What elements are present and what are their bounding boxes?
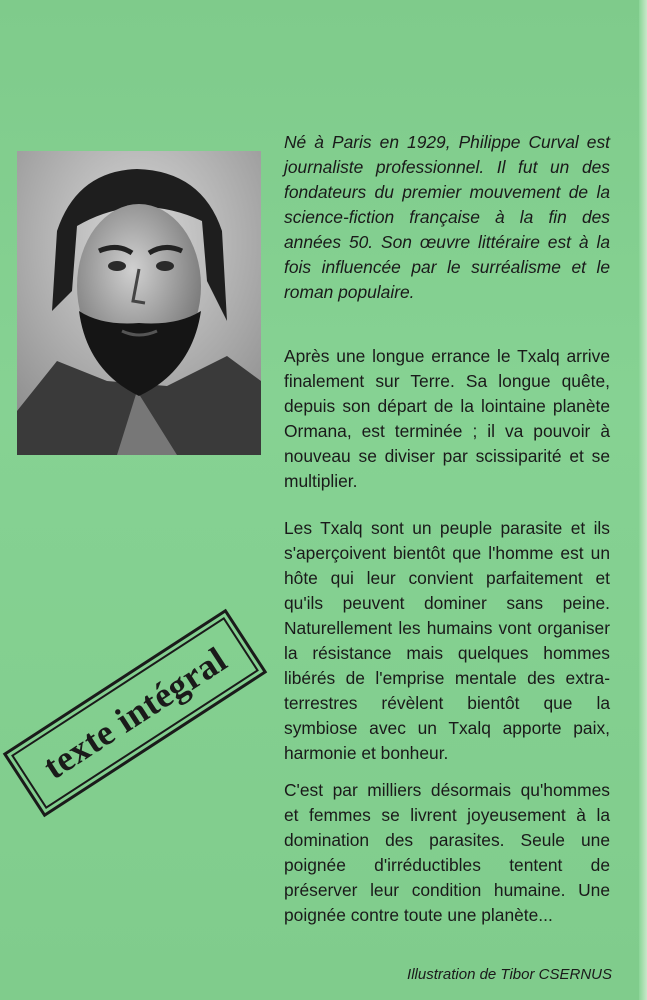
synopsis-paragraph-2: Les Txalq sont un peuple parasite et ils s'aperçoivent bientôt que l'homme est un hôte qui leur convient parfaitement et qu'ils peuvent dominer sans peine. Naturellement les humains vont organiser la résistance mais quelques hommes libérés de l'emprise mentale des extra-terrestres révèlent bientôt que la symbiose avec un Txalq apporte paix, harmonie et bonheur.: [284, 518, 610, 763]
author-bio: Né à Paris en 1929, Philippe Curval est journaliste professionnel. Il fut un des fondateurs du premier mouvement de la science-fiction française à la fin des années 50. Son œuvre littéraire est à la fois influencée par le surréalisme et le roman populaire.: [284, 132, 610, 302]
cover-edge: [639, 0, 647, 1000]
stamp-label: texte intégral: [36, 639, 234, 787]
author-photo: [17, 151, 261, 455]
synopsis-paragraph-1: Après une longue errance le Txalq arrive finalement sur Terre. Sa longue quête, depuis son départ de la lointaine planète Ormana, est terminée ; il va pouvoir à nouveau se diviser par scissiparité et se multiplier.: [284, 346, 610, 491]
illustration-credit: Illustration de Tibor CSERNUS: [407, 966, 612, 983]
synopsis-paragraph-3: C'est par milliers désormais qu'hommes et femmes se livrent joyeusement à la domination des parasites. Seule une poignée d'irréductibles tentent de préserver leur condition humaine. Une poignée contre toute une planète...: [284, 780, 610, 925]
